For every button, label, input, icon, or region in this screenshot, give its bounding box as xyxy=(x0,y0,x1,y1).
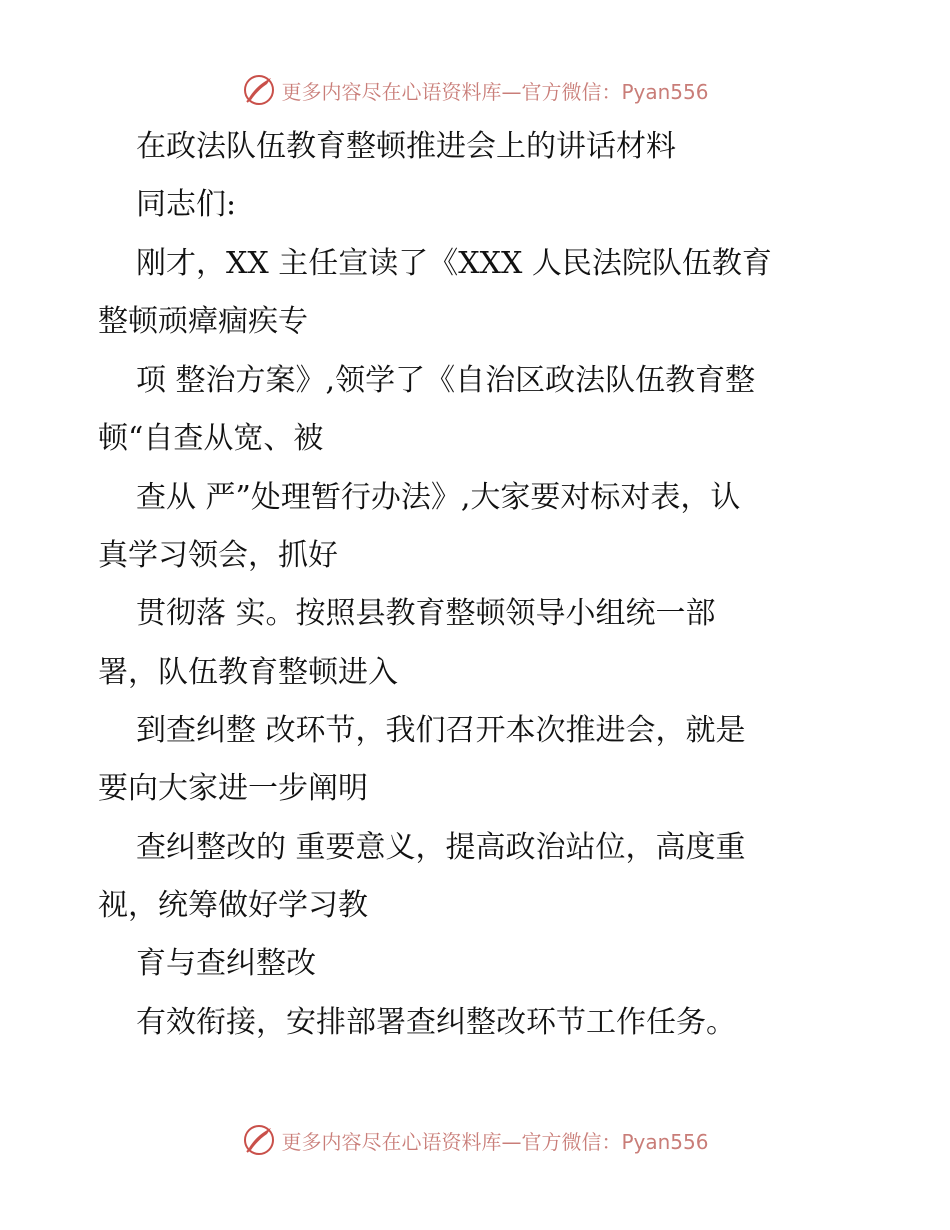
watermark-text: 更多内容尽在心语资料库—官方微信：Pyan556 xyxy=(281,79,709,104)
pen-logo-icon xyxy=(241,1122,277,1158)
paragraph-line: 顿“自查从宽、被 xyxy=(98,421,324,456)
paragraph-line: 项 整治方案》,领学了《自治区政法队伍教育整 xyxy=(136,363,756,398)
paragraph-line: 刚才，XX 主任宣读了《XXX 人民法院队伍教育 xyxy=(136,246,772,281)
paragraph-line: 署，队伍教育整顿进入 xyxy=(98,655,398,690)
paragraph-line: 到查纠整 改环节，我们召开本次推进会，就是 xyxy=(136,713,746,748)
footer-watermark xyxy=(0,1120,950,1160)
paragraph-line: 同志们: xyxy=(136,187,237,222)
paragraph-line: 贯彻落 实。按照县教育整顿领导小组统一部 xyxy=(136,596,716,631)
paragraph-line: 有效衔接，安排部署查纠整改环节工作任务。 xyxy=(136,1005,736,1040)
paragraph-line: 整顿顽瘴痼疾专 xyxy=(98,304,308,339)
document-title: 在政法队伍教育整顿推进会上的讲话材料 xyxy=(136,129,676,164)
paragraph-line: 育与查纠整改 xyxy=(136,946,316,981)
paragraph-line: 要向大家进一步阐明 xyxy=(98,771,368,806)
watermark-text: 更多内容尽在心语资料库—官方微信：Pyan556 xyxy=(281,1129,709,1154)
paragraph-line: 查从 严”处理暂行办法》,大家要对标对表，认 xyxy=(136,480,741,515)
paragraph-line: 视，统筹做好学习教 xyxy=(98,888,368,923)
paragraph-line: 真学习领会，抓好 xyxy=(98,538,338,573)
paragraph-line: 查纠整改的 重要意义，提高政治站位，高度重 xyxy=(136,830,746,865)
